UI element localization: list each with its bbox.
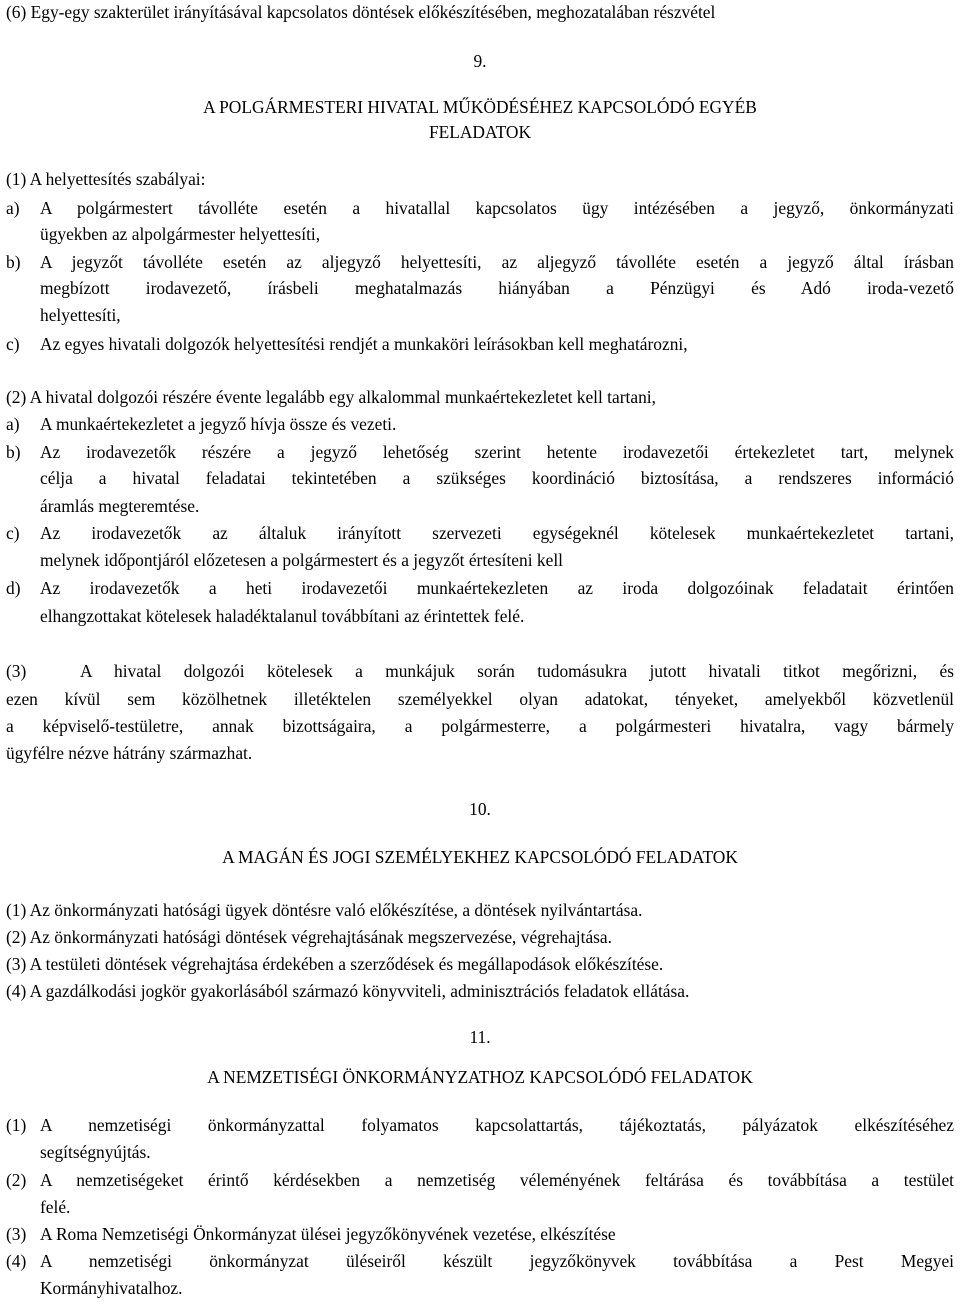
- section-11-item-3-line-1: [6, 1222, 954, 1246]
- paragraph-text: Az irodavezetők az általuk irányított szervezeti egységeknél kötelesek munkaértekezletet tartani,: [40, 523, 954, 543]
- list-label: d): [6, 578, 21, 598]
- paragraph-2b-line-2: célja a hivatal feladatai tekintetében a szükséges koordináció biztosítása, a rendszeres információ: [40, 468, 954, 488]
- paragraph-2c-line-1: [6, 521, 954, 545]
- section-10-item-3: (3) A testületi döntések végrehajtása érdekében a szerződések és megállapodások előkészítése.: [6, 954, 664, 974]
- paragraph-text: A hivatal dolgozói kötelesek a munkájuk során tudomásukra jutott hivatali titkot megőrizni, és: [80, 661, 954, 681]
- paragraph-text: Az irodavezetők a heti irodavezetői munkaértekezleten az iroda dolgozóinak feladatait érintően: [40, 578, 954, 598]
- section-11-item-2-line-1: [6, 1168, 954, 1192]
- list-label: c): [6, 334, 20, 354]
- section-10-number: 10.: [469, 799, 491, 819]
- section-9-title-line-2: FELADATOK: [428, 122, 532, 142]
- list-label: (3): [6, 1224, 27, 1244]
- paragraph-text: Az egyes hivatali dolgozók helyettesítési rendjét a munkaköri leírásokban kell meghatározni,: [40, 334, 688, 354]
- list-label: a): [6, 414, 20, 434]
- paragraph-3-line-4: ügyfélre nézve hátrány származhat.: [6, 743, 253, 763]
- paragraph-3-line-2: ezen kívül sem közölhetnek illetéktelen személyekkel olyan adatokat, tényeket, amelyekből közvetlenül: [6, 689, 954, 709]
- paragraph-1a-line-2: ügyekben az alpolgármester helyettesíti,: [40, 224, 321, 244]
- paragraph-2c-line-2: melynek időpontjáról előzetesen a polgármestert és a jegyzőt értesíteni kell: [40, 550, 563, 570]
- paragraph-2-heading: (2) A hivatal dolgozói részére évente legalább egy alkalommal munkaértekezletet kell tartani,: [6, 387, 656, 407]
- section-11-title: A NEMZETISÉGI ÖNKORMÁNYZATHOZ KAPCSOLÓDÓ FELADATOK: [207, 1067, 753, 1087]
- section-11-item-1-line-2: segítségnyújtás.: [40, 1142, 151, 1162]
- paragraph-text: A Roma Nemzetiségi Önkormányzat ülései jegyzőkönyvének vezetése, elkészítése: [40, 1224, 616, 1244]
- paragraph-text: A polgármestert távolléte esetén a hivatallal kapcsolatos ügy intézésében a jegyző, önkormányzati: [40, 198, 954, 218]
- section-10-item-4: (4) A gazdálkodási jogkör gyakorlásából származó könyvviteli, adminisztrációs feladatok ellátása.: [6, 981, 690, 1001]
- section-11-number: 11.: [469, 1027, 491, 1047]
- paragraph-text: A munkaértekezletet a jegyző hívja össze és vezeti.: [40, 414, 397, 434]
- list-label: (3): [6, 661, 27, 681]
- paragraph-text: A jegyzőt távolléte esetén az aljegyző helyettesíti, az aljegyző távolléte esetén a jegyző által írásban: [40, 252, 954, 272]
- paragraph-1b-line-1: [6, 250, 954, 274]
- list-label: (4): [6, 1251, 27, 1271]
- paragraph-3-line-1: [6, 659, 954, 683]
- paragraph-1b-line-3: helyettesíti,: [40, 305, 121, 325]
- list-label: c): [6, 523, 20, 543]
- section-11-item-1-line-1: [6, 1113, 954, 1137]
- section-10-item-2: (2) Az önkormányzati hatósági döntések végrehajtásának megszervezése, végrehajtása.: [6, 927, 612, 947]
- list-label: a): [6, 198, 20, 218]
- paragraph-text: A nemzetiségeket érintő kérdésekben a nemzetiség véleményének feltárása és továbbítása a testület: [40, 1170, 954, 1190]
- paragraph-1b-line-2: megbízott irodavezető, írásbeli meghatalmazás hiányában a Pénzügyi és Adó iroda-vezető: [40, 278, 954, 298]
- paragraph-text: A nemzetiségi önkormányzattal folyamatos kapcsolattartás, tájékoztatás, pályázatok elkészítéséhez: [40, 1115, 954, 1135]
- paragraph-1a-line-1: [6, 196, 954, 220]
- section-10-item-1: (1) Az önkormányzati hatósági ügyek döntésre való előkészítése, a döntések nyilvántartása.: [6, 900, 643, 920]
- paragraph-text: Az irodavezetők részére a jegyző lehetőség szerint hetente irodavezetői értekezletet tart, melynek: [40, 442, 954, 462]
- list-label: (2): [6, 1170, 27, 1190]
- item-6-text: (6) Egy-egy szakterület irányításával kapcsolatos döntések előkészítésében, meghozatalában részvétel: [6, 2, 716, 22]
- section-11-item-4-line-2: Kormányhivatalhoz.: [40, 1278, 183, 1298]
- paragraph-2b-line-3: áramlás megteremtése.: [40, 496, 200, 516]
- paragraph-2d-line-2: elhangzottakat kötelesek haladéktalanul továbbítani az érintettek felé.: [40, 606, 525, 626]
- section-11-item-4-line-1: [6, 1249, 954, 1273]
- paragraph-3-line-3: a képviselő-testületre, annak bizottságaira, a polgármesterre, a polgármesteri hivatalra, vagy bármely: [6, 716, 954, 736]
- list-label: (1): [6, 1115, 27, 1135]
- list-label: b): [6, 442, 21, 462]
- paragraph-2d-line-1: [6, 576, 954, 600]
- section-10-title: A MAGÁN ÉS JOGI SZEMÉLYEKHEZ KAPCSOLÓDÓ FELADATOK: [222, 847, 738, 867]
- section-9-title-line-1: A POLGÁRMESTERI HIVATAL MŰKÖDÉSÉHEZ KAPCSOLÓDÓ EGYÉB: [203, 97, 757, 117]
- paragraph-2a-line-1: [6, 412, 954, 436]
- paragraph-2b-line-1: [6, 440, 954, 464]
- list-label: b): [6, 252, 21, 272]
- paragraph-text: A nemzetiségi önkormányzat üléseiről készült jegyzőkönyvek továbbítása a Pest Megyei: [40, 1251, 954, 1271]
- paragraph-1c-line-1: [6, 332, 954, 356]
- section-11-item-2-line-2: felé.: [40, 1197, 71, 1217]
- paragraph-1-heading: (1) A helyettesítés szabályai:: [6, 169, 206, 189]
- section-9-number: 9.: [473, 51, 487, 71]
